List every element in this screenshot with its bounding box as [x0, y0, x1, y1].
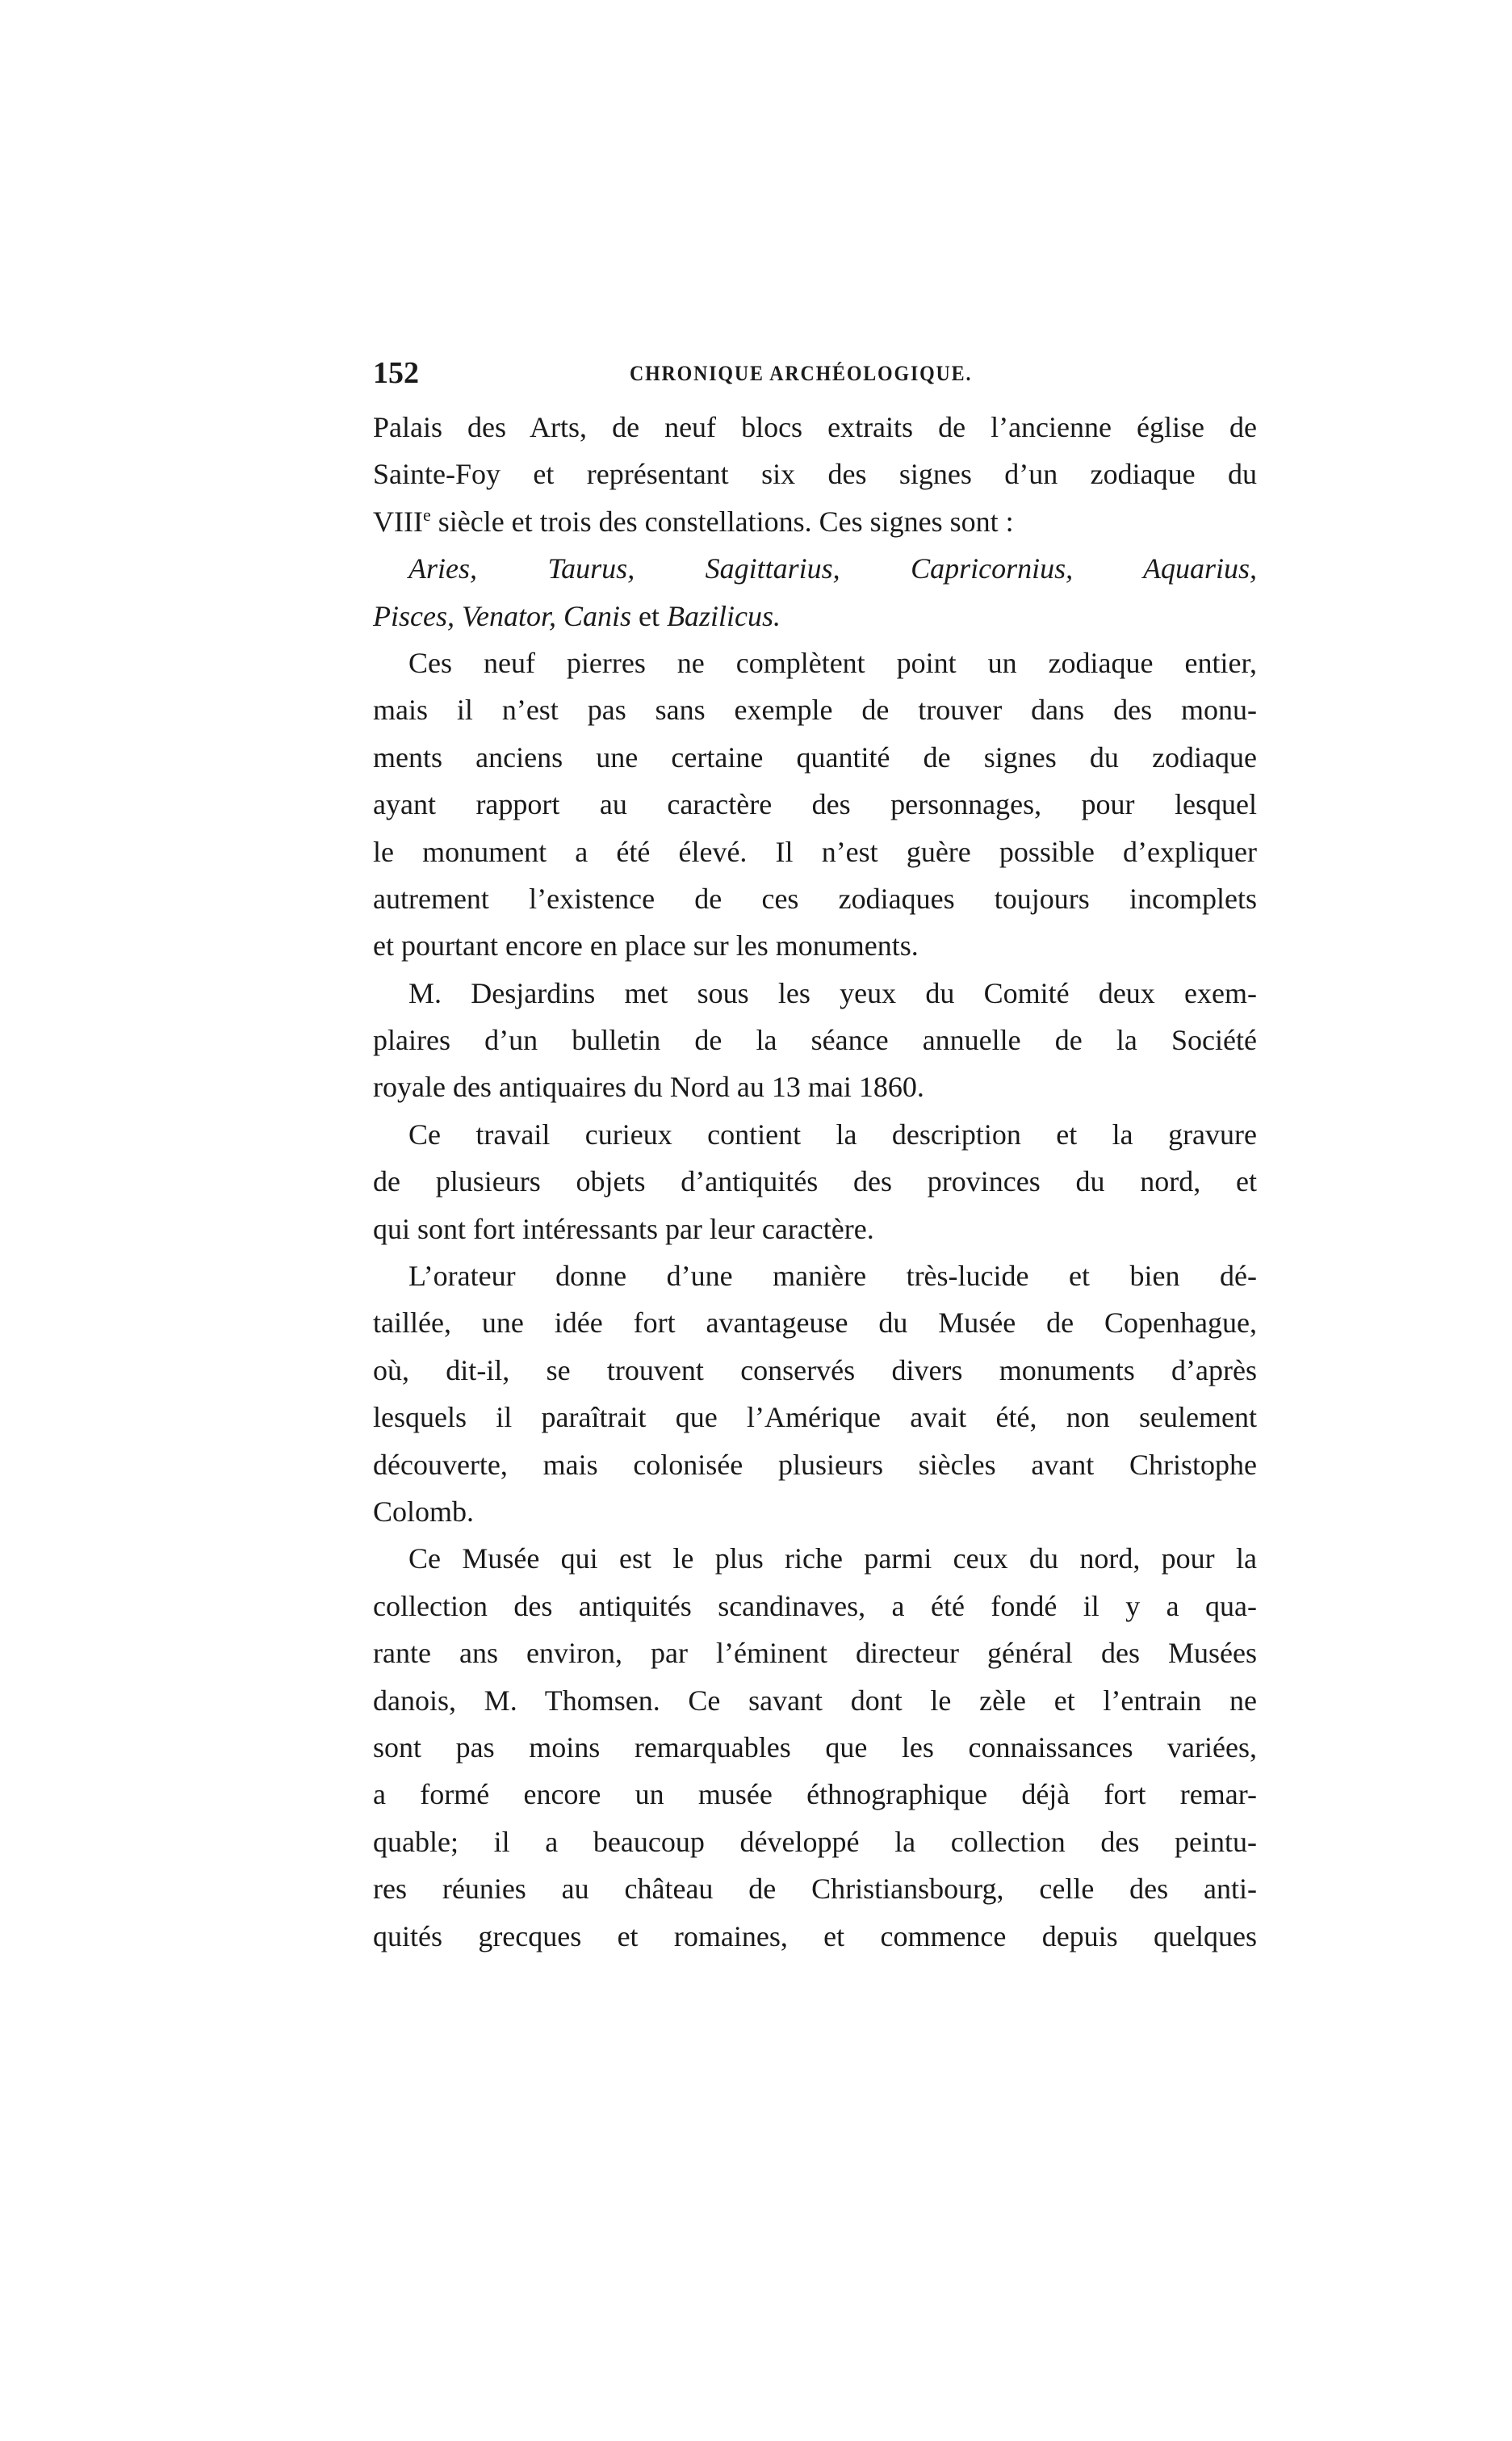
text-segment: le monument a été élevé. Il n’est guère possible d’expliquer: [373, 835, 1257, 868]
text-line: [373, 1818, 1257, 1865]
text-segment: sont pas moins remarquables que les connaissances variées,: [373, 1730, 1257, 1764]
text-segment: de plusieurs objets d’antiquités des provinces du nord, et: [373, 1165, 1257, 1198]
text-segment: VIII: [373, 505, 423, 538]
text-line: [373, 1865, 1257, 1912]
text-line: [373, 1913, 1257, 1960]
text-segment: Colomb.: [373, 1495, 475, 1528]
text-line: [373, 1535, 1257, 1582]
text-line: [373, 545, 1257, 592]
text-segment: qui sont fort intéressants par leur caractère.: [373, 1212, 874, 1245]
text-line: [373, 1583, 1257, 1629]
text-segment: a formé encore un musée éthnographique déjà fort remar-: [373, 1778, 1257, 1811]
italic-text: Aries, Taurus, Sagittarius, Capricornius, Aquarius,: [408, 552, 1257, 585]
text-line: [373, 1252, 1257, 1299]
text-segment: mais il n’est pas sans exemple de trouver dans des monu-: [373, 694, 1257, 727]
page-header: [373, 355, 1257, 396]
text-line: [373, 1347, 1257, 1394]
text-segment: autrement l’existence de ces zodiaques toujours incomplets: [373, 882, 1257, 915]
text-line: [373, 593, 1257, 640]
text-line: [373, 970, 1257, 1017]
text-line: [373, 1629, 1257, 1676]
text-segment: Palais des Arts, de neuf blocs extraits de l’ancienne église de: [373, 411, 1257, 443]
text-line: [373, 1441, 1257, 1488]
text-line: [373, 1158, 1257, 1205]
text-segment: découverte, mais colonisée plusieurs siècles avant Christophe: [373, 1448, 1257, 1481]
text-segment: lesquels il paraîtrait que l’Amérique avait été, non seulement: [373, 1401, 1257, 1434]
text-segment: et: [631, 599, 667, 632]
superscript: e: [422, 504, 431, 525]
text-line: [373, 498, 1257, 545]
text-line: [373, 1063, 1257, 1110]
text-line: [373, 781, 1257, 828]
text-segment: ayant rapport au caractère des personnages, pour lesquel: [373, 788, 1257, 821]
text-line: [373, 451, 1257, 497]
text-line: [373, 922, 1257, 969]
text-segment: royale des antiquaires du Nord au 13 mai 1860.: [373, 1071, 924, 1104]
text-line: [373, 875, 1257, 922]
text-segment: Ce Musée qui est le plus riche parmi ceux du nord, pour la: [408, 1542, 1257, 1575]
text-line: [373, 1677, 1257, 1724]
text-segment: L’orateur donne d’une manière très-lucide et bien dé-: [408, 1260, 1257, 1293]
text-segment: et pourtant encore en place sur les monuments.: [373, 929, 919, 963]
text-line: [373, 1724, 1257, 1771]
text-line: [373, 1771, 1257, 1818]
text-segment: Ces neuf pierres ne complètent point un zodiaque entier,: [408, 646, 1257, 679]
text-segment: où, dit-il, se trouvent conservés divers monuments d’après: [373, 1353, 1257, 1386]
text-segment: danois, M. Thomsen. Ce savant dont le zèle et l’entrain ne: [373, 1684, 1257, 1717]
page-number: 152: [373, 356, 419, 390]
text-segment: res réunies au château de Christiansbourg, celle des anti-: [373, 1873, 1257, 1906]
text-segment: Sainte-Foy et représentant six des signes d’un zodiaque du: [373, 458, 1257, 491]
text-segment: M. Desjardins met sous les yeux du Comité deux exem-: [408, 976, 1257, 1009]
text-line: [373, 828, 1257, 875]
text-segment: collection des antiquités scandinaves, a été fondé il y a qua-: [373, 1589, 1257, 1622]
italic-text: Pisces, Venator, Canis: [373, 599, 631, 632]
text-segment: Ce travail curieux contient la description et la gravure: [408, 1118, 1257, 1151]
italic-text: Bazilicus.: [666, 599, 781, 632]
text-line: [373, 686, 1257, 733]
body-text: [373, 404, 1257, 1960]
text-segment: quités grecques et romaines, et commence depuis quelques: [373, 1919, 1257, 1952]
text-line: [373, 1206, 1257, 1252]
text-segment: taillée, une idée fort avantageuse du Musée de Copenhague,: [373, 1306, 1257, 1340]
text-line: [373, 1394, 1257, 1441]
text-line: [373, 404, 1257, 451]
text-segment: quable; il a beaucoup développé la collection des peintu-: [373, 1825, 1257, 1858]
running-title: CHRONIQUE ARCHÉOLOGIQUE.: [630, 362, 973, 385]
text-line: [373, 1299, 1257, 1346]
text-line: [373, 1488, 1257, 1535]
text-segment: rante ans environ, par l’éminent directeur général des Musées: [373, 1637, 1257, 1670]
text-segment: siècle et trois des constellations. Ces signes sont :: [430, 505, 1014, 538]
text-segment: plaires d’un bulletin de la séance annuelle de la Société: [373, 1024, 1257, 1057]
text-line: [373, 734, 1257, 781]
text-line: [373, 1017, 1257, 1063]
text-line: [373, 1111, 1257, 1158]
text-segment: ments anciens une certaine quantité de signes du zodiaque: [373, 740, 1257, 774]
text-line: [373, 640, 1257, 686]
